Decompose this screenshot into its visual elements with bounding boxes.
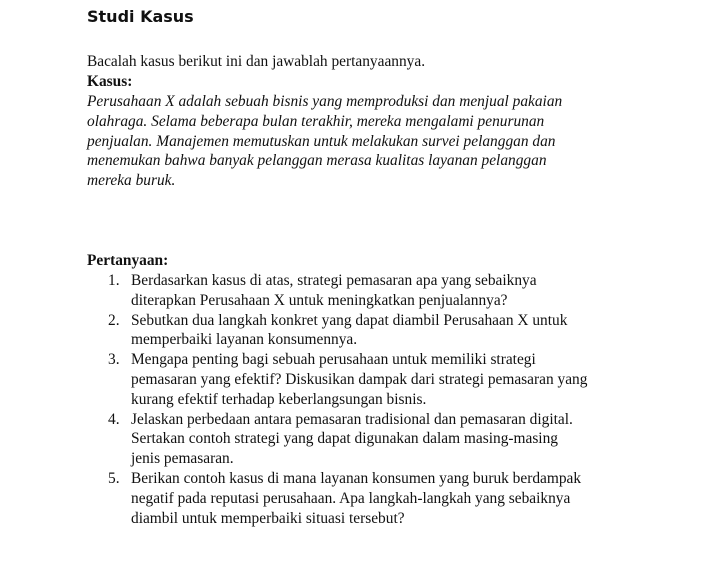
question-line: Jelaskan perbedaan antara pemasaran tradisional dan pemasaran digital. — [131, 410, 573, 428]
question-line: Berdasarkan kasus di atas, strategi pemasaran apa yang sebaiknya — [131, 272, 537, 289]
case-paragraph — [87, 92, 562, 191]
question-item — [87, 350, 587, 409]
question-line: kurang efektif terhadap keberlangsungan bisnis. — [131, 390, 427, 408]
question-number: 1. — [108, 272, 120, 289]
case-line: penjualan. Manajemen memutuskan untuk melakukan survei pelanggan dan — [87, 132, 556, 150]
question-number: 3. — [108, 351, 120, 369]
question-number: 5. — [108, 469, 120, 487]
question-item — [87, 311, 587, 351]
questions-label: Pertanyaan: — [87, 252, 169, 269]
case-line: mereka buruk. — [87, 172, 176, 190]
case-line: olahraga. Selama beberapa bulan terakhir, mereka mengalami penurunan — [87, 112, 545, 130]
question-line: diterapkan Perusahaan X untuk meningkatkan penjualannya? — [131, 291, 508, 309]
question-line: jenis pemasaran. — [131, 450, 234, 468]
question-line: Sertakan contoh strategi yang dapat digunakan dalam masing-masing — [131, 430, 558, 448]
question-item — [87, 271, 587, 311]
question-line: memperbaiki layanan konsumennya. — [131, 331, 358, 349]
question-line: Berikan contoh kasus di mana layanan konsumen yang buruk berdampak — [131, 469, 582, 487]
case-line: Perusahaan X adalah sebuah bisnis yang memproduksi dan menjual pakaian — [87, 93, 563, 110]
question-line: negatif pada reputasi perusahaan. Apa langkah-langkah yang sebaiknya — [131, 489, 571, 507]
question-item — [87, 469, 587, 528]
case-line: menemukan bahwa banyak pelanggan merasa kualitas layanan pelanggan — [87, 152, 547, 170]
question-number: 2. — [108, 311, 120, 329]
question-line: pemasaran yang efektif? Diskusikan dampak dari strategi pemasaran yang — [131, 370, 588, 388]
question-line: Sebutkan dua langkah konkret yang dapat diambil Perusahaan X untuk — [131, 311, 568, 329]
intro-text: Bacalah kasus berikut ini dan jawablah pertanyaannya. — [87, 53, 426, 70]
question-line: Mengapa penting bagi sebuah perusahaan untuk memiliki strategi — [131, 351, 536, 369]
question-line: diambil untuk memperbaiki situasi tersebut? — [131, 509, 405, 527]
page-title: Studi Kasus — [87, 7, 194, 26]
questions-list — [87, 271, 587, 528]
question-item — [87, 410, 587, 469]
question-number: 4. — [108, 410, 120, 428]
case-label: Kasus: — [87, 73, 133, 90]
